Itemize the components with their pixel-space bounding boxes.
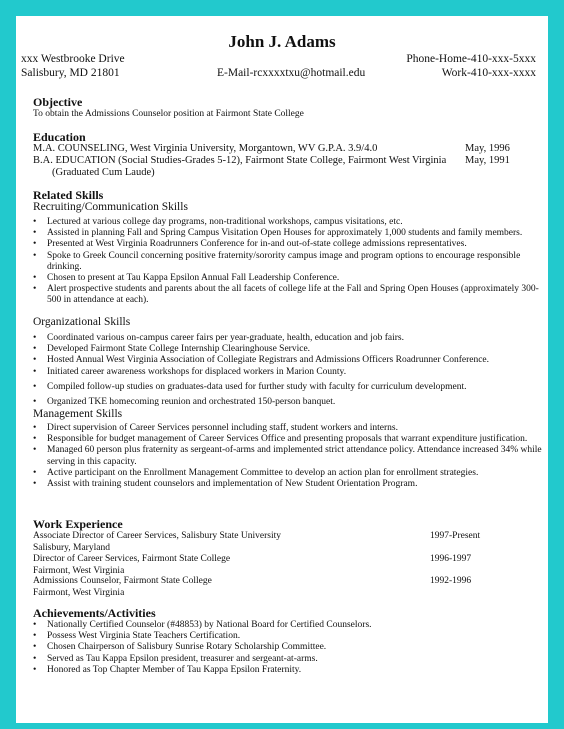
recruiting-skills-list <box>33 217 539 307</box>
list-item: • Served as Tau Kappa Epsilon president, treasurer and sergeant-at-arms. <box>33 654 372 665</box>
list-item: • Spoke to Greek Council concerning positive fraternity/sorority campus image and program options to encourage responsible <box>33 251 539 262</box>
list-item: • Active participant on the Enrollment Management Committee to develop an action plan for enrollment strategies. <box>33 468 542 479</box>
list-item: • Presented at West Virginia Roadrunners Conference for in-and out-of-state college admissions representatives. <box>33 239 539 250</box>
job-title: Admissions Counselor, Fairmont State College <box>33 576 212 586</box>
work-experience-heading: Work Experience <box>33 517 123 531</box>
phone-home: Phone-Home-410-xxx-5xxx <box>406 53 536 65</box>
management-skills-list <box>33 423 542 490</box>
address-line-1: xxx Westbrooke Drive <box>21 53 125 65</box>
list-item: • Alert prospective students and parents about the all facets of college life at the Fall and Spring Open Houses (approximately 300- <box>33 284 539 295</box>
list-item: • Nationally Certified Counselor (#48853) by National Board for Certified Counselors. <box>33 620 372 631</box>
related-skills-heading: Related Skills <box>33 188 104 202</box>
job-dates: 1996-1997 <box>430 554 472 564</box>
list-item: • Chosen Chairperson of Salisbury Sunrise Rotary Scholarship Committee. <box>33 642 372 653</box>
education-date-ma: May, 1996 <box>465 143 510 154</box>
education-honors-note: (Graduated Cum Laude) <box>52 167 155 178</box>
list-item: drinking. <box>47 261 82 272</box>
list-item: • Possess West Virginia State Teachers Certification. <box>33 631 372 642</box>
job-location: Salisbury, Maryland <box>33 543 110 553</box>
job-location: Fairmont, West Virginia <box>33 566 125 576</box>
list-item: • Assist with training student counselors and implementation of New Student Orientation Program. <box>33 479 542 490</box>
objective-heading: Objective <box>33 95 83 109</box>
management-skills-title: Management Skills <box>33 408 123 420</box>
recruiting-skills-title: Recruiting/Communication Skills <box>33 201 188 213</box>
job-title: Associate Director of Career Services, Salisbury State University <box>33 531 281 541</box>
list-item: • Hosted Annual West Virginia Association of Collegiate Registrars and Admissions Officers Roadrunner Conference. <box>33 355 489 366</box>
achievements-heading: Achievements/Activities <box>33 606 156 620</box>
education-heading: Education <box>33 130 86 144</box>
list-item: • Managed 60 person plus fraternity as sergeant-of-arms and implemented strict attendance policy. Attendance increased 34% while <box>33 445 542 456</box>
candidate-name: John J. Adams <box>228 32 336 51</box>
list-item: • Organized TKE homecoming reunion and orchestrated 150-person banquet. <box>33 397 489 408</box>
job-title: Director of Career Services, Fairmont State College <box>33 554 231 564</box>
list-item: serving in this capacity. <box>47 456 137 467</box>
list-item: • Honored as Top Chapter Member of Tau Kappa Epsilon Fraternity. <box>33 665 372 676</box>
organizational-skills-title: Organizational Skills <box>33 316 131 328</box>
list-item: • Responsible for budget management of Career Services Office and presenting proposals that warrant expenditure justification. <box>33 434 542 445</box>
resume-page <box>16 16 548 723</box>
job-location: Fairmont, West Virginia <box>33 588 125 598</box>
education-entry-ma: M.A. COUNSELING, West Virginia University, Morgantown, WV G.P.A. 3.9/4.0 <box>33 143 378 154</box>
phone-work: Work-410-xxx-xxxx <box>441 67 536 79</box>
achievements-list <box>33 620 372 676</box>
list-item: • Assisted in planning Fall and Spring Campus Visitation Open Houses for approximately 1,000 students and family members. <box>33 228 539 239</box>
list-item: • Chosen to present at Tau Kappa Epsilon Annual Fall Leadership Conference. <box>33 273 539 284</box>
list-item: • Coordinated various on-campus career fairs per year-graduate, health, education and job fairs. <box>33 333 489 344</box>
list-item: • Compiled follow-up studies on graduates-data used for further study with faculty for curriculum development. <box>33 382 489 393</box>
list-item: • Developed Fairmont State College Internship Clearinghouse Service. <box>33 344 489 355</box>
job-dates: 1997-Present <box>430 531 481 541</box>
organizational-skills-list <box>33 333 489 408</box>
list-item: 500 in attendance at each). <box>47 295 149 306</box>
list-item: • Direct supervision of Career Services personnel including staff, student workers and interns. <box>33 423 542 434</box>
address-line-2: Salisbury, MD 21801 <box>21 67 120 79</box>
objective-text: To obtain the Admissions Counselor position at Fairmont State College <box>33 109 304 119</box>
list-item: • Initiated career awareness workshops for displaced workers in Marion County. <box>33 367 489 378</box>
education-date-ba: May, 1991 <box>465 155 510 166</box>
job-dates: 1992-1996 <box>430 576 472 586</box>
list-item: • Lectured at various college day programs, non-traditional workshops, campus visitations, etc. <box>33 217 539 228</box>
email-address: E-Mail-rcxxxxtxu@hotmail.edu <box>217 67 366 79</box>
education-entry-ba: B.A. EDUCATION (Social Studies-Grades 5-12), Fairmont State College, Fairmont West Virginia <box>33 155 447 166</box>
